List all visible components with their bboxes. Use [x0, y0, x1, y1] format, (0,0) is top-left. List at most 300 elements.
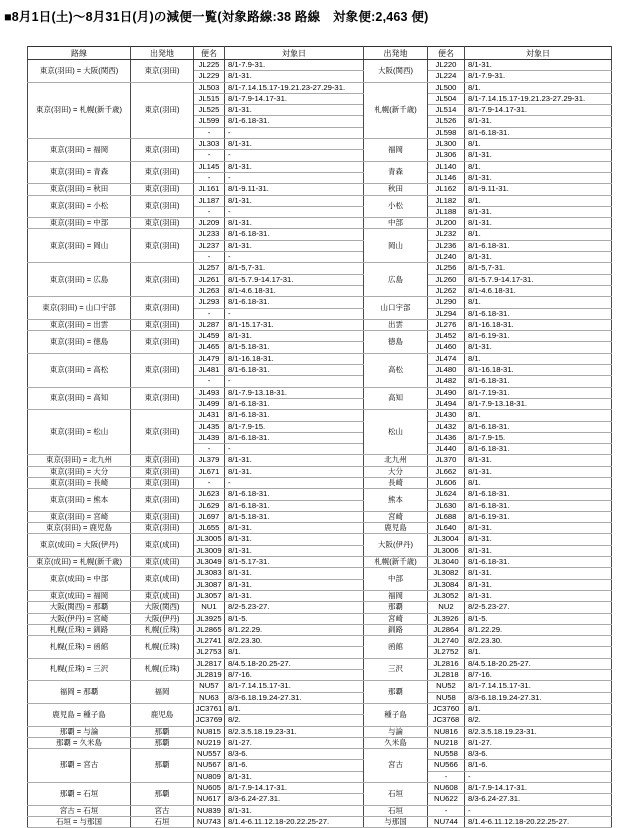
departure-cell-1: 東京(羽田) — [131, 263, 194, 297]
departure-cell-1: 東京(羽田) — [131, 184, 194, 195]
target-dates-cell-2: 8/1-6.18-31. — [465, 421, 612, 432]
departure-cell-2: 大阪(伊丹) — [364, 534, 428, 557]
target-dates-cell-1: 8/2-5.23-27. — [225, 602, 364, 613]
flight-number-cell-1: JL435 — [194, 421, 225, 432]
target-dates-cell-2: 8/1. — [465, 229, 612, 240]
target-dates-cell-2: 8/1. — [465, 297, 612, 308]
departure-cell-2: 福岡 — [364, 590, 428, 601]
table-row — [28, 737, 612, 748]
departure-cell-1: 東京(羽田) — [131, 387, 194, 410]
target-dates-cell-1: 8/1. — [225, 703, 364, 714]
flight-number-cell-2: JL630 — [428, 500, 465, 511]
target-dates-cell-1: 8/1-6.18-31. — [225, 410, 364, 421]
departure-cell-2: 釧路 — [364, 624, 428, 635]
table-row — [28, 218, 612, 229]
flight-number-cell-1: JL3087 — [194, 579, 225, 590]
flight-number-cell-2: JL494 — [428, 398, 465, 409]
target-dates-cell-1: 8/1-27. — [225, 737, 364, 748]
route-cell: 鹿児島 = 種子島 — [28, 703, 131, 726]
target-dates-cell-2: 8/1-31. — [465, 545, 612, 556]
flight-number-cell-1: JL225 — [194, 60, 225, 71]
table-row — [28, 523, 612, 534]
target-dates-cell-2: 8/1-4.6.18-31. — [465, 285, 612, 296]
target-dates-cell-2: 8/1-31. — [465, 172, 612, 183]
flight-number-cell-2: JL3926 — [428, 613, 465, 624]
departure-cell-2: 石垣 — [364, 783, 428, 806]
departure-cell-1: 東京(羽田) — [131, 331, 194, 354]
table-row — [28, 477, 612, 488]
departure-cell-1: 東京(羽田) — [131, 353, 194, 387]
flight-number-cell-1: NU57 — [194, 681, 225, 692]
table-row — [28, 489, 612, 500]
table-row — [28, 805, 612, 816]
flight-number-cell-2: JL430 — [428, 410, 465, 421]
target-dates-cell-1: - — [225, 150, 364, 161]
flight-number-cell-1: JL287 — [194, 319, 225, 330]
target-dates-cell-2: 8/4.5.18-20.25-27. — [465, 658, 612, 669]
flight-number-cell-2: JC3760 — [428, 703, 465, 714]
target-dates-cell-1: 8/1-7.9-14.17-31. — [225, 783, 364, 794]
departure-cell-1: 那覇 — [131, 749, 194, 783]
departure-cell-2: 中部 — [364, 218, 428, 229]
column-header-dates-2: 対象日 — [465, 47, 612, 60]
target-dates-cell-2: 8/1. — [465, 161, 612, 172]
target-dates-cell-1: 8/1.4-6.11.12.18-20.22.25-27. — [225, 816, 364, 827]
target-dates-cell-2: 8/1-31. — [465, 252, 612, 263]
column-header-route: 路線 — [28, 47, 131, 60]
flight-number-cell-2: JL490 — [428, 387, 465, 398]
route-cell: 大阪(伊丹) = 宮崎 — [28, 613, 131, 624]
flight-number-cell-1: JL629 — [194, 500, 225, 511]
target-dates-cell-2: 8/1. — [465, 647, 612, 658]
target-dates-cell-2: 8/2-5.23-27. — [465, 602, 612, 613]
departure-cell-2: 札幌(新千歳) — [364, 557, 428, 568]
route-cell: 東京(羽田) = 中部 — [28, 218, 131, 229]
flight-number-cell-2: JL526 — [428, 116, 465, 127]
departure-cell-1: 東京(羽田) — [131, 410, 194, 455]
target-dates-cell-1: 8/1-7.14.15.17-19.21.23-27.29-31. — [225, 82, 364, 93]
flight-number-cell-1: JL293 — [194, 297, 225, 308]
target-dates-cell-2: 8/1-31. — [465, 579, 612, 590]
target-dates-cell-2: 8/1.4-6.11.12.18-20.22.25-27. — [465, 816, 612, 827]
table-row — [28, 229, 612, 240]
departure-cell-1: 札幌(丘珠) — [131, 636, 194, 659]
departure-cell-2: 福岡 — [364, 139, 428, 162]
table-row — [28, 557, 612, 568]
flight-number-cell-1: JL525 — [194, 105, 225, 116]
target-dates-cell-2: 8/1-7.14.15.17-31. — [465, 681, 612, 692]
target-dates-cell-1: - — [225, 127, 364, 138]
flight-number-cell-2: JL474 — [428, 353, 465, 364]
target-dates-cell-1: 8/1-6.18-31. — [225, 229, 364, 240]
flight-number-cell-1: JC3769 — [194, 715, 225, 726]
target-dates-cell-1: 8/3-6.24-27.31. — [225, 794, 364, 805]
table-row — [28, 263, 612, 274]
reduction-table — [27, 46, 612, 828]
target-dates-cell-1: 8/1.22.29. — [225, 624, 364, 635]
route-cell: 那覇 = 与論 — [28, 726, 131, 737]
column-header-dates-1: 対象日 — [225, 47, 364, 60]
target-dates-cell-2: 8/3-6. — [465, 749, 612, 760]
target-dates-cell-2: 8/1-31. — [465, 342, 612, 353]
departure-cell-2: 長崎 — [364, 477, 428, 488]
route-cell: 東京(羽田) = 松山 — [28, 410, 131, 455]
departure-cell-1: 東京(羽田) — [131, 297, 194, 320]
column-header-flight-2: 便名 — [428, 47, 465, 60]
table-row — [28, 783, 612, 794]
flight-number-cell-2: JL300 — [428, 139, 465, 150]
departure-cell-1: 東京(羽田) — [131, 82, 194, 138]
flight-number-cell-1: NU63 — [194, 692, 225, 703]
flight-number-cell-1: JL303 — [194, 139, 225, 150]
target-dates-cell-1: 8/3-6. — [225, 749, 364, 760]
target-dates-cell-2: 8/1-6.19-31. — [465, 331, 612, 342]
flight-number-cell-1: JL431 — [194, 410, 225, 421]
table-row — [28, 613, 612, 624]
departure-cell-1: 東京(成田) — [131, 534, 194, 557]
flight-number-cell-2: JL2864 — [428, 624, 465, 635]
target-dates-cell-1: 8/1-31. — [225, 218, 364, 229]
departure-cell-1: 東京(羽田) — [131, 229, 194, 263]
flight-number-cell-2: JL262 — [428, 285, 465, 296]
column-header-departure-1: 出発地 — [131, 47, 194, 60]
target-dates-cell-1: 8/2. — [225, 715, 364, 726]
flight-number-cell-1: NU219 — [194, 737, 225, 748]
route-cell: 札幌(丘珠) = 三沢 — [28, 658, 131, 681]
table-row — [28, 139, 612, 150]
flight-number-cell-2: JL290 — [428, 297, 465, 308]
flight-number-cell-1: JL599 — [194, 116, 225, 127]
departure-cell-1: 那覇 — [131, 783, 194, 806]
target-dates-cell-1: 8/1-31. — [225, 771, 364, 782]
target-dates-cell-1: 8/1-5.7.9-14.17-31. — [225, 274, 364, 285]
route-cell: 東京(成田) = 福岡 — [28, 590, 131, 601]
departure-cell-1: 東京(羽田) — [131, 489, 194, 512]
flight-number-cell-1: JL187 — [194, 195, 225, 206]
flight-number-cell-2: NU218 — [428, 737, 465, 748]
flight-number-cell-1: JL503 — [194, 82, 225, 93]
table-row — [28, 681, 612, 692]
flight-number-cell-2: JL306 — [428, 150, 465, 161]
route-cell: 札幌(丘珠) = 函館 — [28, 636, 131, 659]
flight-number-cell-1: JL2817 — [194, 658, 225, 669]
flight-number-cell-1: NU815 — [194, 726, 225, 737]
route-cell: 東京(羽田) = 岡山 — [28, 229, 131, 263]
target-dates-cell-1: 8/1-31. — [225, 805, 364, 816]
target-dates-cell-2: 8/1-6.18-31. — [465, 127, 612, 138]
flight-number-cell-2: JL606 — [428, 477, 465, 488]
route-cell: 東京(羽田) = 小松 — [28, 195, 131, 218]
flight-number-cell-1: JL515 — [194, 93, 225, 104]
target-dates-cell-2: 8/1-5. — [465, 613, 612, 624]
flight-number-cell-2: NU558 — [428, 749, 465, 760]
target-dates-cell-1: 8/1-7.9-13.18-31. — [225, 387, 364, 398]
flight-number-cell-1: JC3761 — [194, 703, 225, 714]
target-dates-cell-2: 8/1-6.18-31. — [465, 308, 612, 319]
table-row — [28, 726, 612, 737]
departure-cell-2: 山口宇部 — [364, 297, 428, 320]
flight-number-cell-1: JL3057 — [194, 590, 225, 601]
target-dates-cell-2: 8/1-6.18-31. — [465, 500, 612, 511]
flight-number-cell-2: JL2818 — [428, 670, 465, 681]
target-dates-cell-1: 8/1-6.18-31. — [225, 365, 364, 376]
target-dates-cell-1: 8/1-31. — [225, 523, 364, 534]
departure-cell-1: 東京(羽田) — [131, 511, 194, 522]
route-cell: 東京(羽田) = 高知 — [28, 387, 131, 410]
target-dates-cell-1: 8/1-6.18-31. — [225, 432, 364, 443]
target-dates-cell-2: 8/2.23.30. — [465, 636, 612, 647]
route-cell: 東京(成田) = 札幌(新千歳) — [28, 557, 131, 568]
flight-number-cell-1: JL3049 — [194, 557, 225, 568]
flight-number-cell-1: JL379 — [194, 455, 225, 466]
table-row — [28, 455, 612, 466]
target-dates-cell-2: 8/1-6.18-31. — [465, 557, 612, 568]
flight-number-cell-2: NU622 — [428, 794, 465, 805]
route-cell: 東京(羽田) = 大分 — [28, 466, 131, 477]
target-dates-cell-2: 8/7-16. — [465, 670, 612, 681]
flight-number-cell-1: JL229 — [194, 71, 225, 82]
departure-cell-1: 札幌(丘珠) — [131, 624, 194, 635]
target-dates-cell-2: 8/1-7.9-14.17-31. — [465, 783, 612, 794]
target-dates-cell-2: 8/1-6.18-31. — [465, 376, 612, 387]
target-dates-cell-2: 8/2. — [465, 715, 612, 726]
target-dates-cell-1: 8/1-7.9-31. — [225, 60, 364, 71]
flight-number-cell-2: NU744 — [428, 816, 465, 827]
target-dates-cell-2: 8/1-31. — [465, 523, 612, 534]
departure-cell-2: 徳島 — [364, 331, 428, 354]
flight-number-cell-2: JL598 — [428, 127, 465, 138]
target-dates-cell-2: 8/1-6.19-31. — [465, 511, 612, 522]
target-dates-cell-2: 8/1. — [465, 139, 612, 150]
target-dates-cell-1: 8/1-6.18-31. — [225, 116, 364, 127]
target-dates-cell-1: 8/1-5,7-31. — [225, 263, 364, 274]
departure-cell-2: 出雲 — [364, 319, 428, 330]
target-dates-cell-1: 8/1-31. — [225, 71, 364, 82]
table-row — [28, 466, 612, 477]
flight-number-cell-2: JL504 — [428, 93, 465, 104]
table-row — [28, 387, 612, 398]
flight-number-cell-1: JL439 — [194, 432, 225, 443]
departure-cell-1: 東京(成田) — [131, 557, 194, 568]
target-dates-cell-1: 8/2.23.30. — [225, 636, 364, 647]
table-row — [28, 534, 612, 545]
table-row — [28, 410, 612, 421]
table-row — [28, 816, 612, 827]
target-dates-cell-1: 8/1-5.17-31. — [225, 557, 364, 568]
target-dates-cell-1: 8/1-5.18-31. — [225, 342, 364, 353]
flight-number-cell-1: JL3925 — [194, 613, 225, 624]
departure-cell-1: 東京(成田) — [131, 568, 194, 591]
departure-cell-1: 札幌(丘珠) — [131, 658, 194, 681]
flight-number-cell-2: JL452 — [428, 331, 465, 342]
target-dates-cell-1: 8/1-6.18-31. — [225, 398, 364, 409]
flight-number-cell-2: JL256 — [428, 263, 465, 274]
route-cell: 東京(羽田) = 長崎 — [28, 477, 131, 488]
departure-cell-1: 東京(羽田) — [131, 477, 194, 488]
departure-cell-1: 鹿児島 — [131, 703, 194, 726]
target-dates-cell-1: 8/1-7.9-14.17-31. — [225, 93, 364, 104]
departure-cell-2: 与論 — [364, 726, 428, 737]
departure-cell-1: 東京(成田) — [131, 590, 194, 601]
target-dates-cell-1: 8/1-31. — [225, 568, 364, 579]
route-cell: 那覇 = 久米島 — [28, 737, 131, 748]
target-dates-cell-1: 8/1-31. — [225, 590, 364, 601]
departure-cell-1: 東京(羽田) — [131, 161, 194, 184]
flight-number-cell-2: NU566 — [428, 760, 465, 771]
table-row — [28, 161, 612, 172]
target-dates-cell-1: 8/1-7.14.15.17-31. — [225, 681, 364, 692]
flight-number-cell-2: JL624 — [428, 489, 465, 500]
target-dates-cell-1: 8/1. — [225, 647, 364, 658]
departure-cell-1: 東京(羽田) — [131, 455, 194, 466]
target-dates-cell-2: 8/1-31. — [465, 60, 612, 71]
departure-cell-2: 鹿児島 — [364, 523, 428, 534]
flight-number-cell-1: JL263 — [194, 285, 225, 296]
target-dates-cell-1: 8/1-31. — [225, 455, 364, 466]
table-row — [28, 82, 612, 93]
departure-cell-1: 宮古 — [131, 805, 194, 816]
departure-cell-2: 秋田 — [364, 184, 428, 195]
target-dates-cell-1: - — [225, 206, 364, 217]
departure-cell-2: 岡山 — [364, 229, 428, 263]
target-dates-cell-1: - — [225, 308, 364, 319]
flight-number-cell-1: JL655 — [194, 523, 225, 534]
target-dates-cell-2: - — [465, 805, 612, 816]
flight-number-cell-2: JL2740 — [428, 636, 465, 647]
target-dates-cell-2: 8/1. — [465, 82, 612, 93]
target-dates-cell-1: 8/4.5.18-20.25-27. — [225, 658, 364, 669]
departure-cell-2: 宮崎 — [364, 511, 428, 522]
departure-cell-2: 久米島 — [364, 737, 428, 748]
route-cell: 東京(成田) = 大阪(伊丹) — [28, 534, 131, 557]
target-dates-cell-2: 8/1-16.18-31. — [465, 365, 612, 376]
flight-number-cell-1: JL3005 — [194, 534, 225, 545]
route-cell: 大阪(関西) = 那覇 — [28, 602, 131, 613]
route-cell: 東京(羽田) = 北九州 — [28, 455, 131, 466]
target-dates-cell-2: 8/1-31. — [465, 534, 612, 545]
flight-number-cell-1: - — [194, 444, 225, 455]
flight-number-cell-2: JL220 — [428, 60, 465, 71]
route-cell: 東京(羽田) = 宮崎 — [28, 511, 131, 522]
flight-number-cell-2: JC3768 — [428, 715, 465, 726]
route-cell: 東京(羽田) = 鹿児島 — [28, 523, 131, 534]
flight-number-cell-1: JL671 — [194, 466, 225, 477]
table-row — [28, 297, 612, 308]
flight-number-cell-1: NU743 — [194, 816, 225, 827]
flight-number-cell-1: JL261 — [194, 274, 225, 285]
page-title: ■8月1日(土)〜8月31日(月)の減便一覧(対象路線:38 路線 対象便:2,463 便) — [4, 10, 429, 24]
target-dates-cell-1: 8/1-7.9-15. — [225, 421, 364, 432]
flight-number-cell-2: JL500 — [428, 82, 465, 93]
target-dates-cell-2: 8/1. — [465, 410, 612, 421]
route-cell: 東京(成田) = 中部 — [28, 568, 131, 591]
departure-cell-2: 大阪(関西) — [364, 60, 428, 83]
departure-cell-2: 三沢 — [364, 658, 428, 681]
flight-number-cell-2: JL3082 — [428, 568, 465, 579]
flight-number-cell-1: JL257 — [194, 263, 225, 274]
flight-number-cell-1: NU567 — [194, 760, 225, 771]
target-dates-cell-1: 8/1-9.11-31. — [225, 184, 364, 195]
route-cell: 那覇 = 宮古 — [28, 749, 131, 783]
flight-number-cell-2: JL3004 — [428, 534, 465, 545]
target-dates-cell-1: 8/3-6.18.19.24-27.31. — [225, 692, 364, 703]
flight-number-cell-1: NU557 — [194, 749, 225, 760]
departure-cell-2: 高知 — [364, 387, 428, 410]
flight-number-cell-2: NU2 — [428, 602, 465, 613]
target-dates-cell-1: 8/1-15.17-31. — [225, 319, 364, 330]
flight-number-cell-2: JL480 — [428, 365, 465, 376]
flight-number-cell-2: JL482 — [428, 376, 465, 387]
route-cell: 東京(羽田) = 熊本 — [28, 489, 131, 512]
target-dates-cell-2: 8/1.22.29. — [465, 624, 612, 635]
departure-cell-1: 大阪(関西) — [131, 602, 194, 613]
target-dates-cell-1: 8/1-5. — [225, 613, 364, 624]
target-dates-cell-1: 8/1-31. — [225, 545, 364, 556]
flight-number-cell-1: - — [194, 252, 225, 263]
target-dates-cell-2: 8/1-7.9-15. — [465, 432, 612, 443]
target-dates-cell-2: 8/1-16.18-31. — [465, 319, 612, 330]
flight-number-cell-2: JL3052 — [428, 590, 465, 601]
flight-number-cell-2: JL188 — [428, 206, 465, 217]
target-dates-cell-2: 8/1-7.9-31. — [465, 71, 612, 82]
route-cell: 札幌(丘珠) = 釧路 — [28, 624, 131, 635]
target-dates-cell-1: - — [225, 172, 364, 183]
departure-cell-2: 広島 — [364, 263, 428, 297]
flight-number-cell-1: - — [194, 206, 225, 217]
flight-number-cell-2: JL260 — [428, 274, 465, 285]
flight-number-cell-1: NU839 — [194, 805, 225, 816]
table-row — [28, 331, 612, 342]
target-dates-cell-2: 8/1-31. — [465, 590, 612, 601]
flight-number-cell-1: JL2819 — [194, 670, 225, 681]
flight-number-cell-1: NU617 — [194, 794, 225, 805]
route-cell: 東京(羽田) = 札幌(新千歳) — [28, 82, 131, 138]
target-dates-cell-1: - — [225, 376, 364, 387]
departure-cell-2: 那覇 — [364, 681, 428, 704]
departure-cell-2: 宮古 — [364, 749, 428, 783]
departure-cell-1: 東京(羽田) — [131, 218, 194, 229]
flight-number-cell-1: JL237 — [194, 240, 225, 251]
route-cell: 東京(羽田) = 秋田 — [28, 184, 131, 195]
route-cell: 東京(羽田) = 出雲 — [28, 319, 131, 330]
target-dates-cell-1: 8/1-31. — [225, 466, 364, 477]
target-dates-cell-2: 8/1-31. — [465, 568, 612, 579]
flight-number-cell-1: JL2741 — [194, 636, 225, 647]
flight-number-cell-2: JL146 — [428, 172, 465, 183]
flight-number-cell-1: - — [194, 127, 225, 138]
target-dates-cell-2: 8/1. — [465, 703, 612, 714]
target-dates-cell-2: 8/1-31. — [465, 455, 612, 466]
target-dates-cell-1: 8/1-31. — [225, 331, 364, 342]
target-dates-cell-2: 8/1-27. — [465, 737, 612, 748]
flight-number-cell-1: - — [194, 150, 225, 161]
target-dates-cell-2: 8/1-6.18-31. — [465, 489, 612, 500]
departure-cell-2: 宮崎 — [364, 613, 428, 624]
flight-number-cell-1: NU1 — [194, 602, 225, 613]
route-cell: 石垣 = 与那国 — [28, 816, 131, 827]
route-cell: 東京(羽田) = 山口宇部 — [28, 297, 131, 320]
table-row — [28, 319, 612, 330]
table-row — [28, 602, 612, 613]
flight-number-cell-1: JL2753 — [194, 647, 225, 658]
target-dates-cell-1: 8/1-6. — [225, 760, 364, 771]
flight-number-cell-2: JL640 — [428, 523, 465, 534]
departure-cell-1: 那覇 — [131, 737, 194, 748]
target-dates-cell-2: 8/1-31. — [465, 116, 612, 127]
target-dates-cell-1: 8/2.3.5.18.19.23-31. — [225, 726, 364, 737]
route-cell: 東京(羽田) = 徳島 — [28, 331, 131, 354]
flight-number-cell-1: JL161 — [194, 184, 225, 195]
